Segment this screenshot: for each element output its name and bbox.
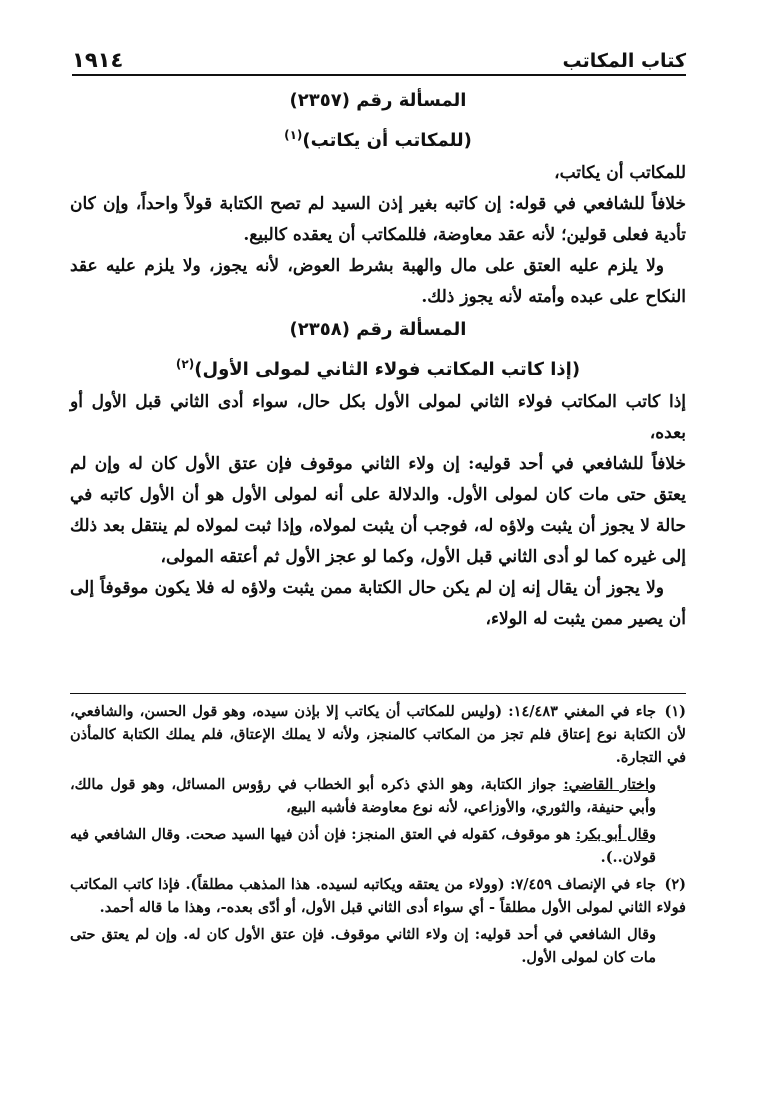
- paragraph: ولا يلزم عليه العتق على مال والهبة بشرط العوض، لأنه يجوز، ولا يلزم عليه عقد النكاح على عبده وأمته لأنه يجوز ذلك.: [70, 256, 686, 307]
- main-text: [70, 84, 686, 635]
- footnote-ref-2[interactable]: (٢): [175, 357, 195, 371]
- footnote-text: وقال الشافعي في أحد قوليه: إن ولاء الثاني موقوف. فإن عتق الأول كان له. وإن لم يعتق حتى مات كان لمولى الأول.: [70, 926, 656, 966]
- paragraph: خلافاً للشافعي في قوله: إن كاتبه بغير إذن السيد لم تصح الكتابة قولاً واحداً، وإن كان تأدية فعلى قولين؛ لأنه عقد معاوضة، فللمكاتب أن يعقده كالبيع.: [70, 194, 686, 245]
- issue-title-2358: (إذا كاتب المكاتب فولاء الثاني لمولى الأول): [194, 359, 581, 380]
- footnote-text: هو موقوف، كقوله في العتق المنجز: فإن أذن فيها السيد صحت. وقال الشافعي فيه قولان..).: [70, 826, 656, 866]
- issue-subheading-2358: [70, 347, 686, 387]
- issue-heading-2358: المسألة رقم (٢٣٥٨): [289, 319, 467, 340]
- issue-heading-2357: المسألة رقم (٢٣٥٧): [289, 90, 467, 111]
- page-number: ١٩١٤: [72, 48, 124, 72]
- footnote-lead: واختار القاضي:: [563, 776, 656, 793]
- footnote-number: (١): [664, 703, 686, 720]
- footnote-lead: وقال أبو بكر:: [575, 826, 656, 843]
- page-header: [72, 38, 686, 72]
- footnote-1-continuation: [70, 773, 686, 819]
- paragraph: إذا كاتب المكاتب فولاء الثاني لمولى الأول بكل حال، سواء أدى الثاني قبل الأول أو بعده،: [70, 392, 686, 443]
- footnote-2: [70, 873, 686, 919]
- header-divider: [72, 74, 686, 76]
- footnotes: [70, 700, 686, 973]
- footnote-1: [70, 700, 686, 769]
- footnote-1-continuation: [70, 823, 686, 869]
- footnote-text: جاء في المغني ١٤/٤٨٣: (وليس للمكاتب أن يكاتب إلا بإذن سيده، وهو قول الحسن، والشافعي، لأن الكتابة نوع إعتاق فلم تجز من المكاتب كالمنجز، ولأنه لا يملك الإعتاق، فلم يملك الكتابة كالمأذن في التجارة.: [70, 703, 686, 766]
- footnote-ref-1[interactable]: (١): [284, 128, 303, 142]
- paragraph: ولا يجوز أن يقال إنه إن لم يكن حال الكتابة ممن يثبت ولاؤه له فلا يكون موقوفاً إلى أن يصير ممن يثبت له الولاء،: [70, 578, 686, 629]
- footnote-2-continuation: [70, 923, 686, 969]
- running-title: كتاب المكاتب: [562, 50, 686, 72]
- footnote-text: جواز الكتابة، وهو الذي ذكره أبو الخطاب في رؤوس المسائل، وهو قول مالك، وأبي حنيفة، والثوري، والأوزاعي، لأنه نوع معاوضة فأشبه البيع،: [70, 776, 656, 816]
- issue-title-2357: (للمكاتب أن يكاتب): [302, 130, 472, 151]
- issue-subheading-2357: [70, 118, 686, 158]
- footnote-number: (٢): [664, 876, 686, 893]
- paragraph: للمكاتب أن يكاتب،: [554, 163, 686, 183]
- footnote-divider: [70, 693, 686, 694]
- paragraph: خلافاً للشافعي في أحد قوليه: إن ولاء الثاني موقوف فإن عتق الأول كان له وإن لم يعتق حتى مات كان لمولى الأول. والدلالة على أنه لمولى الأول هو أن الأول كاتبه في حالة لا يجوز أن يثبت ولاؤه له، فوجب أن يثبت لمولاه، وإذا ثبت لمولاه لم ينتقل بعد ذلك إلى غيره كما لو أدى الثاني قبل الأول، وكما لو عجز الأول ثم أعتقه المولى،: [70, 454, 686, 567]
- footnote-text: جاء في الإنصاف ٧/٤٥٩: (وولاء من يعتقه ويكاتبه لسيده. هذا المذهب مطلقاً). فإذا كاتب المكاتب فولاء الثاني لمولى الأول مطلقاً - أي سواء أدى الثاني قبل الأول، أو أدّى بعده-، وهذا ما قاله أحمد.: [70, 876, 686, 916]
